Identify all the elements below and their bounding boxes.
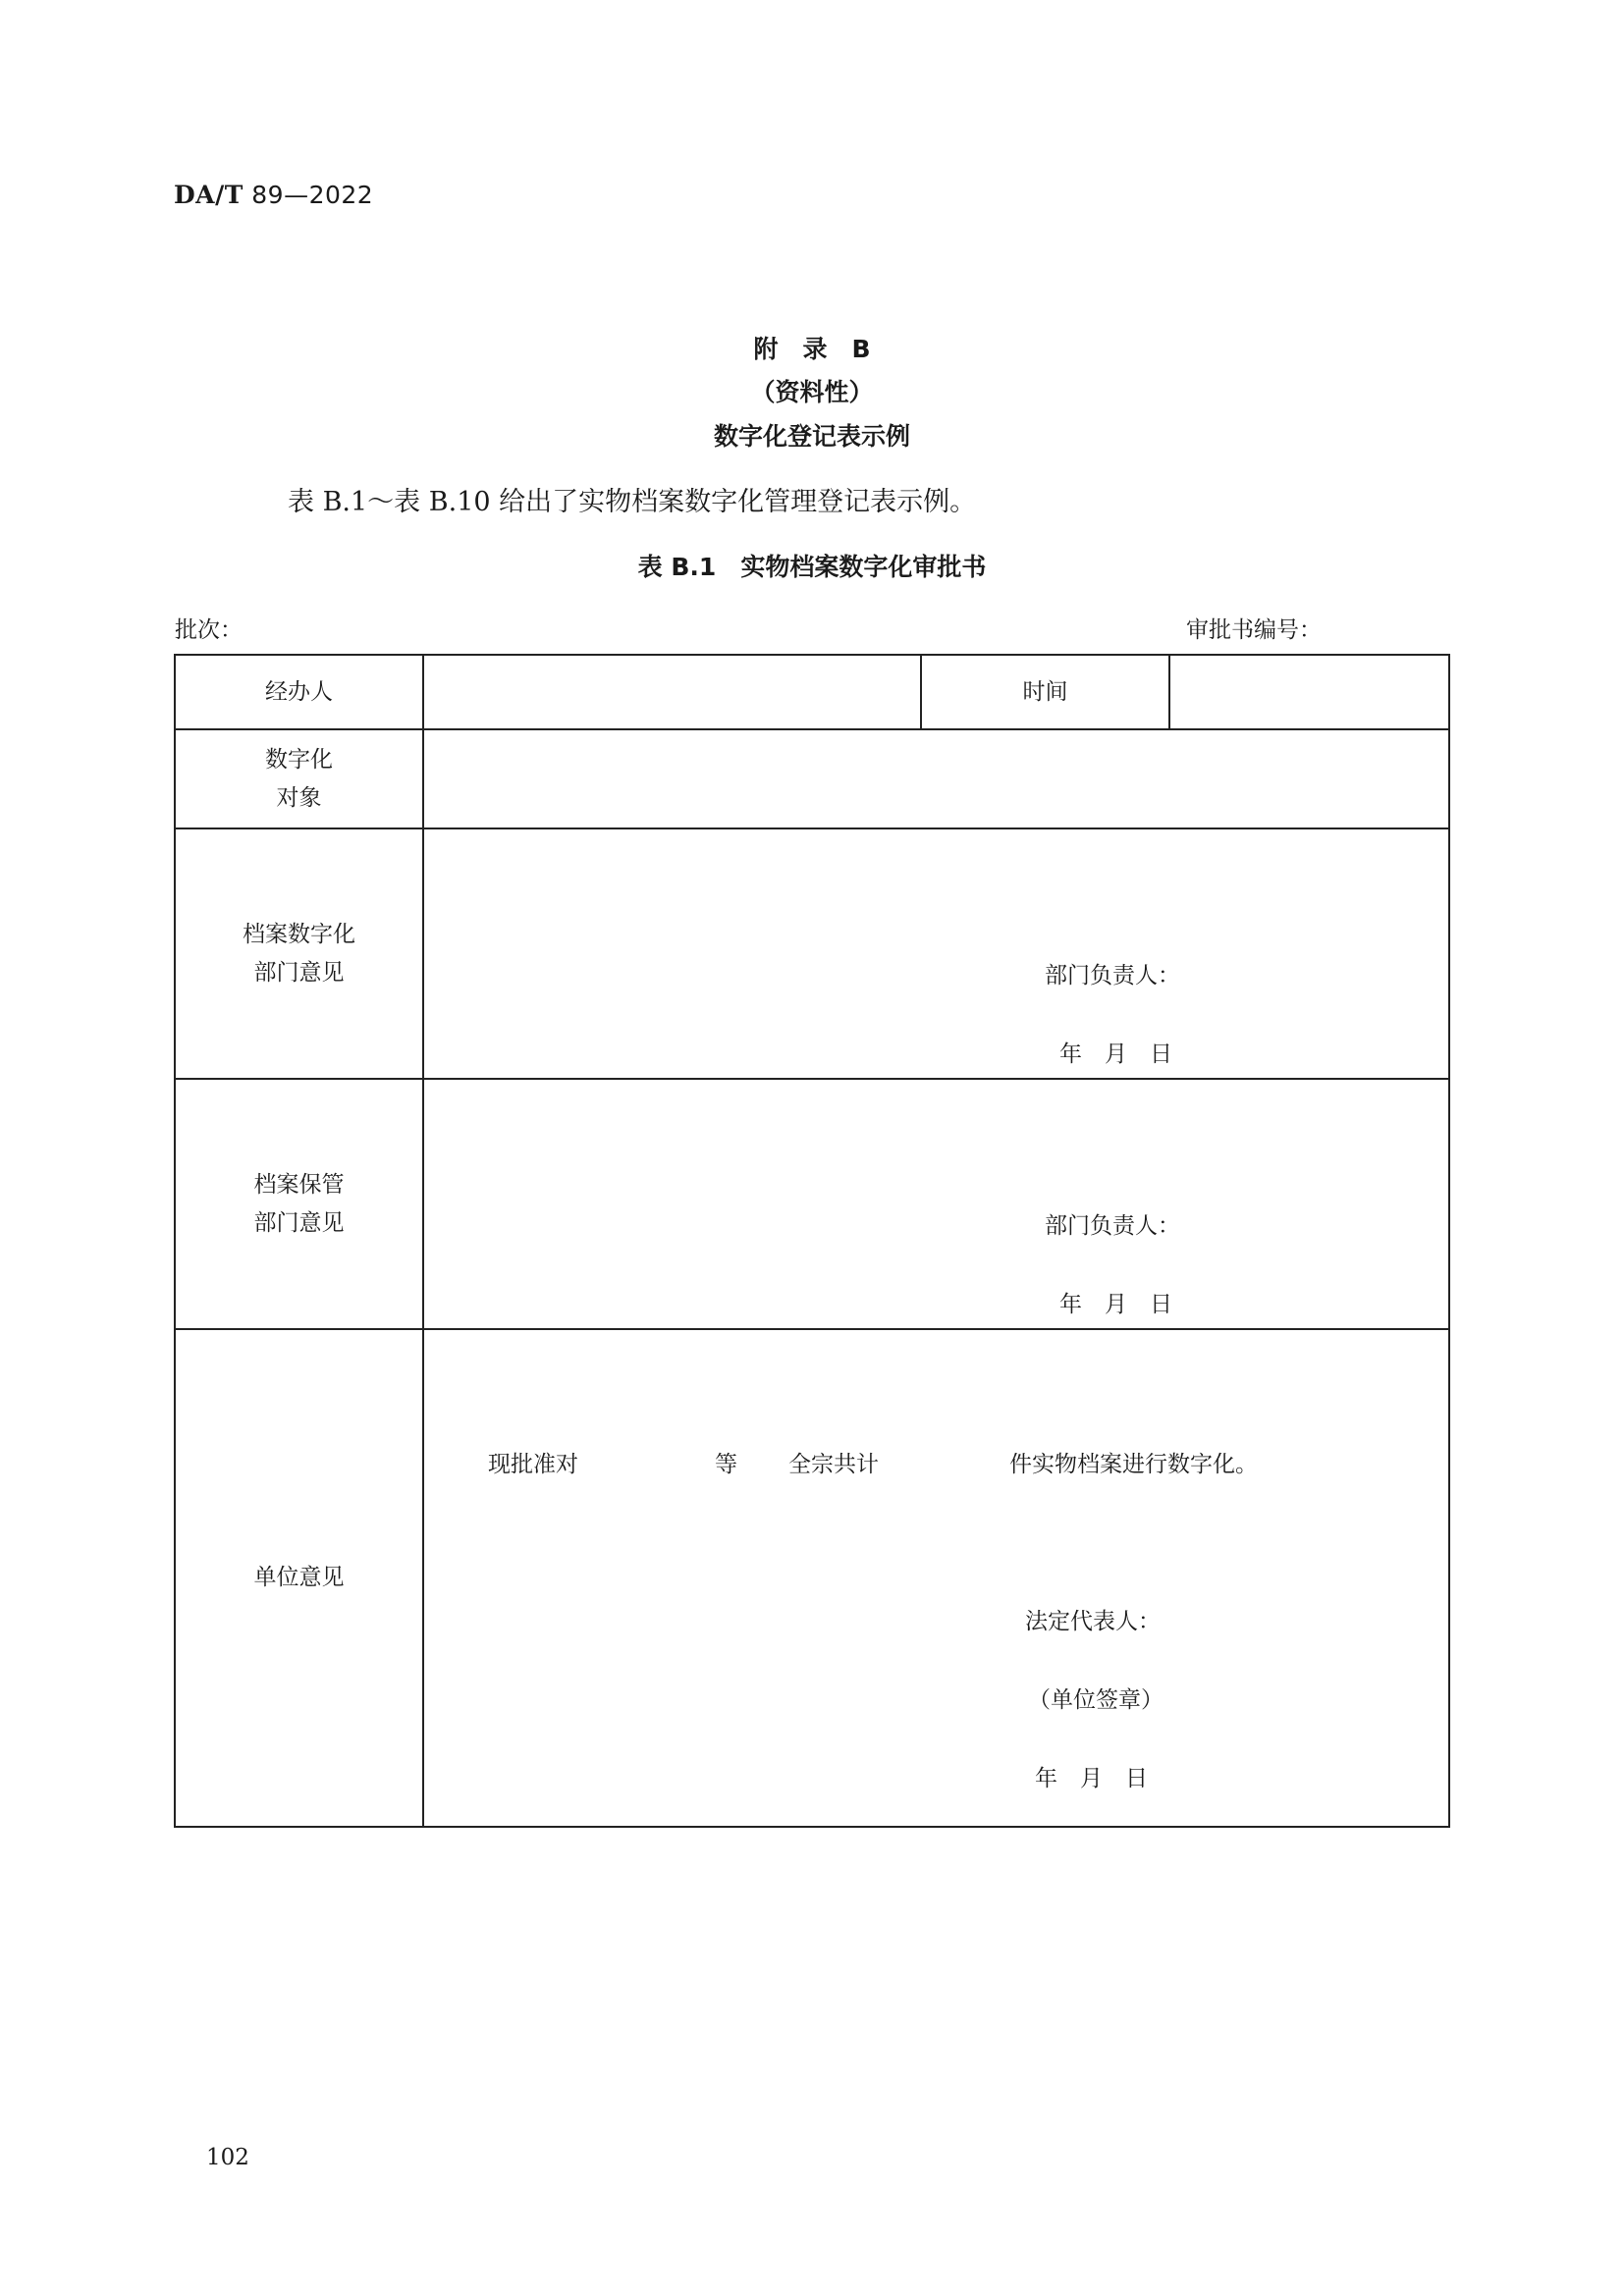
digitization-dept-head-label: 部门负责人： — [1045, 963, 1180, 988]
object-row — [175, 729, 1449, 828]
custody-dept-row — [175, 1079, 1449, 1329]
approval-form-table — [174, 654, 1450, 1828]
unit-opinion-date-label: 年 月 日 — [1035, 1766, 1148, 1791]
approve-suffix-text: 件实物档案进行数字化。 — [1009, 1452, 1258, 1477]
approve-etc-text: 等 — [715, 1452, 737, 1477]
custody-dept-label-cell — [175, 1079, 423, 1329]
approve-total-text: 全宗共计 — [788, 1452, 879, 1477]
unit-opinion-cell[interactable] — [423, 1329, 1449, 1827]
unit-opinion-label-cell — [175, 1329, 423, 1827]
digitization-dept-date-label: 年 月 日 — [1059, 1041, 1172, 1067]
object-label-cell — [175, 729, 423, 828]
approval-number-label: 审批书编号： — [1186, 617, 1322, 643]
document-code-prefix: DA/T — [174, 181, 244, 209]
custody-dept-opinion-cell[interactable] — [423, 1079, 1449, 1329]
appendix-subject: 数字化登记表示例 — [713, 422, 910, 451]
document-code — [174, 181, 373, 209]
object-value-cell[interactable] — [423, 729, 1449, 828]
handler-row — [175, 655, 1449, 729]
unit-seal-label: （单位签章） — [1028, 1687, 1164, 1713]
appendix-nature: （资料性） — [750, 378, 874, 406]
digitization-dept-label-line2: 部门意见 — [253, 959, 345, 986]
digitization-dept-label-line1: 档案数字化 — [243, 921, 355, 947]
digitization-dept-opinion-cell[interactable] — [423, 828, 1449, 1079]
custody-dept-label-line1: 档案保管 — [253, 1171, 345, 1198]
handler-label: 经办人 — [265, 678, 333, 705]
table-caption: 表 B.1 实物档案数字化审批书 — [637, 553, 987, 581]
document-code-number: 89—2022 — [251, 181, 374, 209]
page-number: 102 — [206, 2145, 249, 2170]
custody-dept-head-label: 部门负责人： — [1045, 1213, 1180, 1239]
digitization-dept-label-cell — [175, 828, 423, 1079]
unit-opinion-row — [175, 1329, 1449, 1827]
handler-value-cell[interactable] — [423, 655, 921, 729]
custody-dept-label-line2: 部门意见 — [253, 1209, 345, 1236]
approve-prefix-text: 现批准对 — [488, 1452, 578, 1477]
appendix-title: 附 录 B — [753, 335, 871, 363]
intro-paragraph: 表 B.1～表 B.10 给出了实物档案数字化管理登记表示例。 — [288, 487, 977, 517]
unit-opinion-label: 单位意见 — [253, 1565, 345, 1590]
object-label-line2: 对象 — [276, 784, 322, 811]
time-label: 时间 — [1022, 678, 1068, 705]
digitization-dept-row — [175, 828, 1449, 1079]
time-value-cell[interactable] — [1169, 655, 1449, 729]
time-label-cell — [921, 655, 1169, 729]
batch-label: 批次： — [175, 617, 243, 643]
custody-dept-date-label: 年 月 日 — [1059, 1292, 1172, 1317]
handler-label-cell — [175, 655, 423, 729]
legal-representative-label: 法定代表人： — [1025, 1609, 1161, 1634]
object-label-line1: 数字化 — [265, 746, 333, 773]
